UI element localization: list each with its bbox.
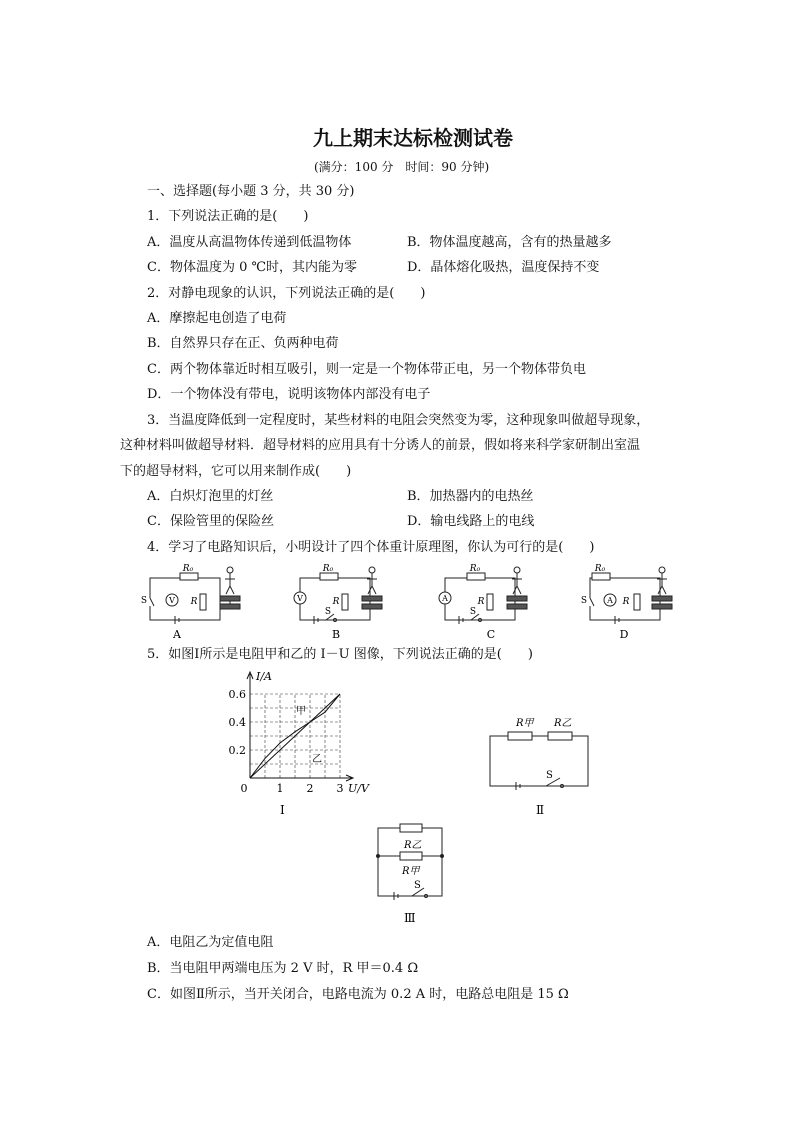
- q1-stem: 1．下列说法正确的是( ): [147, 209, 309, 224]
- fig3-s: S: [414, 880, 421, 891]
- q1-option-d: D．晶体熔化吸热，温度保持不变: [407, 260, 600, 275]
- fig2-r-yi: R乙: [554, 718, 572, 729]
- q4b-r0-label: R₀: [322, 564, 334, 574]
- q4c-r-label: R: [477, 597, 485, 607]
- q4a-meter-label: V: [169, 596, 175, 605]
- q2-option-b: B．自然界只存在正、负两种电荷: [147, 336, 339, 351]
- series-label-jia: 甲: [296, 706, 306, 717]
- fig1-caption: Ⅰ: [280, 803, 285, 817]
- q3-option-d: D．输电线路上的电线: [407, 514, 535, 529]
- q4b-meter-label: V: [297, 594, 303, 603]
- q2-stem: 2．对静电现象的认识，下列说法正确的是( ): [147, 286, 426, 301]
- q4c-r0-label: R₀: [469, 564, 481, 574]
- q4d-r0-label: R₀: [594, 564, 606, 574]
- fig3-r-jia: R甲: [402, 866, 420, 877]
- q5-option-a: A．电阻乙为定值电阻: [147, 935, 274, 950]
- q3-line3: 下的超导材料，它可以用来制作成( ): [120, 464, 352, 479]
- y-axis-label: I/A: [256, 670, 272, 683]
- q2-option-d: D．一个物体没有带电，说明该物体内部没有电子: [147, 387, 431, 402]
- q4b-s-label: S: [324, 607, 332, 617]
- q4a-r0-label: R₀: [182, 564, 194, 574]
- x-tick-label: 3: [336, 782, 344, 795]
- q4a-caption: A: [173, 628, 181, 641]
- fig2-caption: Ⅱ: [536, 803, 545, 817]
- q3-line2: 这种材料叫做超导材料．超导材料的应用具有十分诱人的前景，假如将来科学家研制出室温: [120, 438, 641, 453]
- q3-line1: 3．当温度降低到一定程度时，某些材料的电阻会突然变为零，这种现象叫做超导现象，: [147, 413, 650, 428]
- q3-option-c: C．保险管里的保险丝: [147, 514, 274, 529]
- q5-option-c: C．如图Ⅱ所示，当开关闭合，电路电流为 0.2 A 时，电路总电阻是 15 Ω: [147, 987, 569, 1002]
- q3-option-a: A．白炽灯泡里的灯丝: [147, 489, 274, 504]
- q4-circuit-c: [435, 560, 545, 642]
- q4-stem: 4．学习了电路知识后，小明设计了四个体重计原理图，你认为可行的是( ): [147, 540, 595, 555]
- q4c-caption: C: [486, 628, 496, 641]
- q3-option-b: B．加热器内的电热丝: [407, 489, 534, 504]
- q2-option-c: C．两个物体靠近时相互吸引，则一定是一个物体带正电，另一个物体带负电: [147, 362, 586, 377]
- section-heading: 一、选择题(每小题 3 分，共 30 分): [147, 184, 355, 199]
- fig2-s: S: [546, 770, 553, 781]
- q5-stem: 5．如图Ⅰ所示是电阻甲和乙的 I－U 图像，下列说法正确的是( ): [147, 647, 533, 662]
- y-tick-label: 0.4: [228, 716, 246, 729]
- q4-circuit-a: [140, 560, 250, 642]
- q4d-meter-label: A: [607, 596, 613, 605]
- q4c-s-label: S: [469, 607, 477, 617]
- q2-option-a: A．摩擦起电创造了电荷: [147, 311, 287, 326]
- x-axis-label: U/V: [348, 782, 369, 795]
- exam-meta: (满分：100 分 时间：90 分钟): [314, 160, 490, 174]
- circuit-fig3: [374, 818, 450, 928]
- q4-circuit-b: [290, 560, 400, 642]
- q1-option-a: A．温度从高温物体传递到低温物体: [147, 235, 352, 250]
- q4b-caption: B: [331, 628, 341, 641]
- q4d-r-label: R: [622, 597, 630, 607]
- x-tick-label: 1: [276, 782, 284, 795]
- q4-circuit-d: [580, 560, 690, 642]
- q4d-s-label: S: [580, 596, 588, 606]
- iu-graph: [222, 666, 382, 818]
- circuit-fig2: [486, 712, 596, 818]
- exam-title: 九上期末达标检测试卷: [313, 126, 513, 150]
- q4d-caption: D: [619, 628, 629, 641]
- x-tick-label: 0: [240, 782, 248, 795]
- y-tick-label: 0.6: [228, 688, 246, 701]
- fig3-r-yi: R乙: [404, 840, 422, 851]
- x-tick-label: 2: [306, 782, 314, 795]
- q4c-meter-label: A: [442, 594, 448, 603]
- q4a-s-label: S: [140, 596, 148, 606]
- q4a-r-label: R: [190, 597, 198, 607]
- q1-option-c: C．物体温度为 0 ℃时，其内能为零: [147, 260, 358, 275]
- q1-option-b: B．物体温度越高，含有的热量越多: [407, 235, 612, 250]
- q4b-r-label: R: [332, 597, 340, 607]
- y-tick-label: 0.2: [228, 744, 246, 757]
- fig2-r-jia: R甲: [516, 718, 534, 729]
- fig3-caption: Ⅲ: [404, 911, 416, 925]
- series-label-yi: 乙: [312, 754, 322, 765]
- q5-option-b: B．当电阻甲两端电压为 2 V 时，R 甲＝0.4 Ω: [147, 961, 419, 976]
